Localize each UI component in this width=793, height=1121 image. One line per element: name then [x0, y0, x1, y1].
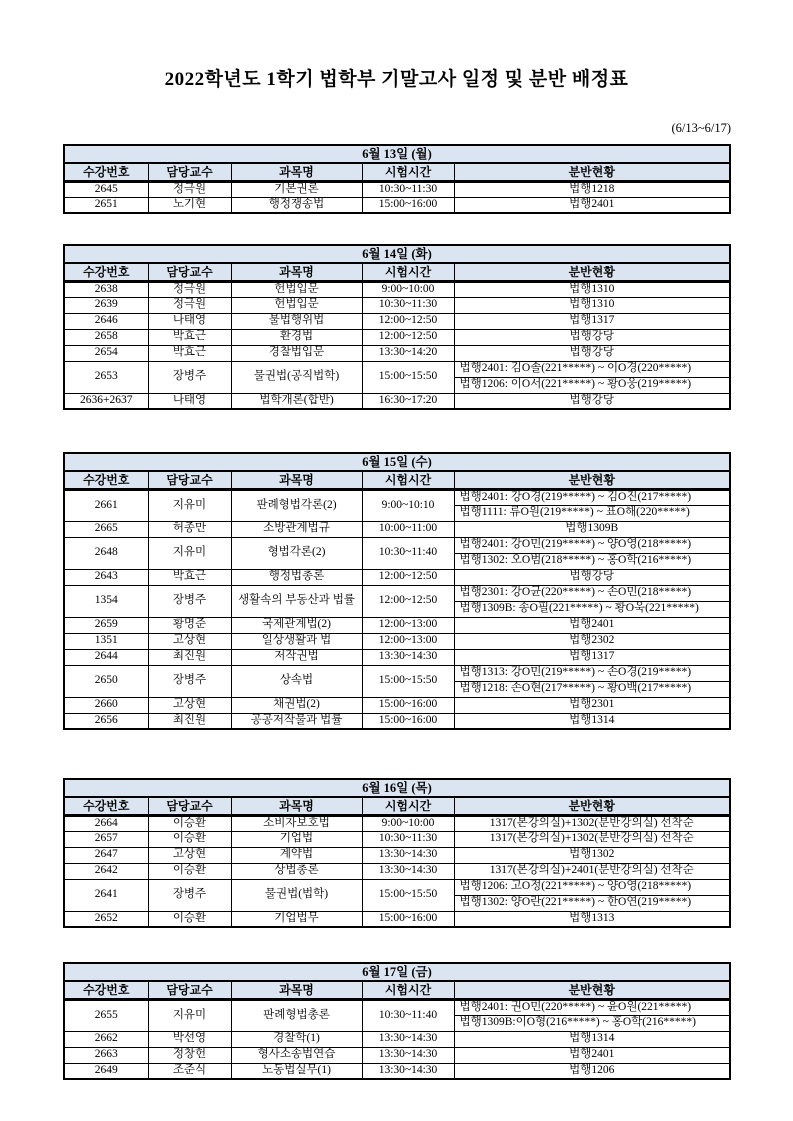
course-code-cell: 2654: [64, 345, 148, 361]
subject-cell: 상법총론: [231, 863, 362, 879]
professor-cell: 박선영: [148, 1031, 231, 1047]
table-row: [64, 999, 730, 1015]
professor-cell: 장병주: [148, 361, 231, 393]
column-header-cell: 시험시간: [362, 981, 454, 999]
professor-cell: 박효근: [148, 345, 231, 361]
table-row: [64, 1031, 730, 1047]
column-header-cell: 시험시간: [362, 163, 454, 181]
exam-time-cell: 15:00~15:50: [362, 665, 454, 697]
table-row: [64, 879, 730, 895]
section-cell: 법행강당: [454, 329, 730, 345]
professor-cell: 황명준: [148, 617, 231, 633]
section-cell: 법행1206: 이O서(221*****) ~ 황O웅(219*****): [454, 377, 730, 393]
date-range: (6/13~6/17): [671, 121, 731, 135]
column-header-cell: 수강번호: [64, 797, 148, 815]
course-code-cell: 2638: [64, 281, 148, 297]
table-row: [64, 537, 730, 553]
course-code-cell: 2641: [64, 879, 148, 911]
table-row: [64, 569, 730, 585]
course-code-cell: 2642: [64, 863, 148, 879]
section-cell: 법행1310: [454, 281, 730, 297]
course-code-cell: 2661: [64, 489, 148, 521]
section-cell: 법행1309B: 송O필(221*****) ~ 황O욱(221*****): [454, 601, 730, 617]
subject-cell: 헌법입문: [231, 281, 362, 297]
subject-cell: 공공저작물과 법률: [231, 713, 362, 729]
exam-table: [63, 778, 731, 928]
subject-cell: 노동법실무(1): [231, 1063, 362, 1079]
section-cell: 1317(본강의실)+1302(분반강의실) 선착순: [454, 831, 730, 847]
exam-table: [63, 962, 731, 1080]
table-row: [64, 297, 730, 313]
professor-cell: 지유미: [148, 489, 231, 521]
course-code-cell: 2663: [64, 1047, 148, 1063]
table-row: [64, 181, 730, 197]
subject-cell: 일상생활과 법: [231, 633, 362, 649]
subject-cell: 기업법무: [231, 911, 362, 927]
exam-time-cell: 13:30~14:30: [362, 863, 454, 879]
table-row: [64, 585, 730, 601]
section-cell: 법행1218: [454, 181, 730, 197]
column-header-cell: 분반현황: [454, 471, 730, 489]
table-row: [64, 617, 730, 633]
exam-time-cell: 12:00~12:50: [362, 313, 454, 329]
table-row: [64, 345, 730, 361]
subject-cell: 계약법: [231, 847, 362, 863]
professor-cell: 나태영: [148, 313, 231, 329]
column-header-cell: 분반현황: [454, 797, 730, 815]
exam-time-cell: 9:00~10:00: [362, 281, 454, 297]
table-row: [64, 489, 730, 505]
exam-time-cell: 16:30~17:20: [362, 393, 454, 409]
section-cell: 법행강당: [454, 569, 730, 585]
date-header-cell: 6월 17일 (금): [64, 963, 730, 981]
exam-time-cell: 13:30~14:30: [362, 649, 454, 665]
section-cell: 법행1309B:이O형(216*****) ~ 홍O학(216*****): [454, 1015, 730, 1031]
table-row: [64, 197, 730, 213]
column-header-cell: 과목명: [231, 471, 362, 489]
section-cell: 법행1313: [454, 911, 730, 927]
exam-time-cell: 10:00~11:00: [362, 521, 454, 537]
table-row: [64, 1047, 730, 1063]
exam-time-cell: 12:00~12:50: [362, 585, 454, 617]
section-cell: 법행2301: [454, 697, 730, 713]
table-row: [64, 329, 730, 345]
section-cell: 법행1111: 류O원(219*****) ~ 표O해(220*****): [454, 505, 730, 521]
table-row: [64, 281, 730, 297]
section-cell: 1317(본강의실)+2401(분반강의실) 선착순: [454, 863, 730, 879]
subject-cell: 형사소송법연습: [231, 1047, 362, 1063]
section-cell: 법행2401: [454, 1047, 730, 1063]
column-header-row: [64, 981, 730, 999]
subject-cell: 경찰법입문: [231, 345, 362, 361]
professor-cell: 노기현: [148, 197, 231, 213]
column-header-cell: 수강번호: [64, 163, 148, 181]
course-code-cell: 2650: [64, 665, 148, 697]
subject-cell: 행정쟁송법: [231, 197, 362, 213]
section-cell: 법행2401: 강O민(219*****) ~ 양O영(218*****): [454, 537, 730, 553]
table-row: [64, 697, 730, 713]
date-header-cell: 6월 16일 (목): [64, 779, 730, 797]
professor-cell: 이승환: [148, 863, 231, 879]
section-cell: 법행1310: [454, 297, 730, 313]
exam-time-cell: 13:30~14:30: [362, 847, 454, 863]
section-cell: 1317(본강의실)+1302(분반강의실) 선착순: [454, 815, 730, 831]
date-header-cell: 6월 15일 (수): [64, 453, 730, 471]
professor-cell: 최진원: [148, 649, 231, 665]
professor-cell: 허종만: [148, 521, 231, 537]
course-code-cell: 2644: [64, 649, 148, 665]
date-header-cell: 6월 13일 (월): [64, 145, 730, 163]
professor-cell: 장병주: [148, 879, 231, 911]
table-row: [64, 393, 730, 409]
date-header-row: [64, 245, 730, 263]
table-row: [64, 847, 730, 863]
professor-cell: 이승환: [148, 911, 231, 927]
column-header-row: [64, 163, 730, 181]
professor-cell: 지유미: [148, 537, 231, 569]
professor-cell: 장병주: [148, 665, 231, 697]
section-cell: 법행2401: 강O경(219*****) ~ 김O진(217*****): [454, 489, 730, 505]
professor-cell: 장병주: [148, 585, 231, 617]
professor-cell: 이승환: [148, 815, 231, 831]
section-cell: 법행1206: 고O정(221*****) ~ 양O영(218*****): [454, 879, 730, 895]
subject-cell: 소비자보호법: [231, 815, 362, 831]
date-header-cell: 6월 14일 (화): [64, 245, 730, 263]
section-cell: 법행2401: 김O솔(221*****) ~ 이O경(220*****): [454, 361, 730, 377]
date-header-row: [64, 145, 730, 163]
course-code-cell: 2660: [64, 697, 148, 713]
course-code-cell: 2659: [64, 617, 148, 633]
column-header-cell: 과목명: [231, 163, 362, 181]
professor-cell: 나태영: [148, 393, 231, 409]
section-cell: 법행1302: 오O범(218*****) ~ 홍O학(216*****): [454, 553, 730, 569]
exam-time-cell: 15:00~16:00: [362, 697, 454, 713]
professor-cell: 조준식: [148, 1063, 231, 1079]
table-row: [64, 863, 730, 879]
exam-time-cell: 10:30~11:30: [362, 831, 454, 847]
date-header-row: [64, 963, 730, 981]
exam-time-cell: 13:30~14:20: [362, 345, 454, 361]
column-header-cell: 시험시간: [362, 471, 454, 489]
table-row: [64, 313, 730, 329]
subject-cell: 불법행위법: [231, 313, 362, 329]
course-code-cell: 2656: [64, 713, 148, 729]
subject-cell: 국제관계법(2): [231, 617, 362, 633]
subject-cell: 채권법(2): [231, 697, 362, 713]
exam-time-cell: 10:30~11:30: [362, 297, 454, 313]
exam-time-cell: 10:30~11:40: [362, 999, 454, 1031]
subject-cell: 상속법: [231, 665, 362, 697]
table-row: [64, 815, 730, 831]
exam-time-cell: 12:00~13:00: [362, 617, 454, 633]
exam-time-cell: 15:00~16:00: [362, 197, 454, 213]
course-code-cell: 2651: [64, 197, 148, 213]
column-header-cell: 분반현황: [454, 263, 730, 281]
course-code-cell: 2646: [64, 313, 148, 329]
exam-time-cell: 12:00~12:50: [362, 569, 454, 585]
professor-cell: 정창헌: [148, 1047, 231, 1063]
exam-time-cell: 10:30~11:30: [362, 181, 454, 197]
section-cell: 법행2401: 권O민(220*****) ~ 윤O원(221*****): [454, 999, 730, 1015]
column-header-cell: 분반현황: [454, 163, 730, 181]
exam-time-cell: 9:00~10:10: [362, 489, 454, 521]
course-code-cell: 2649: [64, 1063, 148, 1079]
section-cell: 법행강당: [454, 345, 730, 361]
section-cell: 법행2401: [454, 617, 730, 633]
professor-cell: 고상현: [148, 633, 231, 649]
exam-time-cell: 15:00~16:00: [362, 713, 454, 729]
column-header-cell: 담당교수: [148, 981, 231, 999]
section-cell: 법행1302: 양O란(221*****) ~ 한O연(219*****): [454, 895, 730, 911]
subject-cell: 물권법(공직법학): [231, 361, 362, 393]
professor-cell: 지유미: [148, 999, 231, 1031]
subject-cell: 소방관계법규: [231, 521, 362, 537]
course-code-cell: 2657: [64, 831, 148, 847]
exam-time-cell: 10:30~11:40: [362, 537, 454, 569]
subject-cell: 판례형법각론(2): [231, 489, 362, 521]
subject-cell: 판례형법총론: [231, 999, 362, 1031]
subject-cell: 기업법: [231, 831, 362, 847]
professor-cell: 고상현: [148, 697, 231, 713]
exam-table: [63, 244, 731, 410]
exam-time-cell: 15:00~15:50: [362, 361, 454, 393]
exam-time-cell: 12:00~12:50: [362, 329, 454, 345]
table-row: [64, 831, 730, 847]
table-row: [64, 911, 730, 927]
course-code-cell: 2645: [64, 181, 148, 197]
subject-cell: 법학개론(합반): [231, 393, 362, 409]
section-cell: 법행강당: [454, 393, 730, 409]
table-row: [64, 1063, 730, 1079]
exam-time-cell: 12:00~13:00: [362, 633, 454, 649]
subject-cell: 환경법: [231, 329, 362, 345]
exam-table: [63, 452, 731, 730]
section-cell: 법행1313: 강O민(219*****) ~ 손O경(219*****): [454, 665, 730, 681]
column-header-cell: 과목명: [231, 981, 362, 999]
section-cell: 법행1314: [454, 1031, 730, 1047]
section-cell: 법행1317: [454, 649, 730, 665]
exam-time-cell: 13:30~14:30: [362, 1047, 454, 1063]
professor-cell: 고상현: [148, 847, 231, 863]
date-header-row: [64, 779, 730, 797]
professor-cell: 정극원: [148, 297, 231, 313]
column-header-cell: 수강번호: [64, 263, 148, 281]
course-code-cell: 1351: [64, 633, 148, 649]
course-code-cell: 1354: [64, 585, 148, 617]
professor-cell: 이승환: [148, 831, 231, 847]
column-header-cell: 담당교수: [148, 163, 231, 181]
course-code-cell: 2647: [64, 847, 148, 863]
subject-cell: 헌법입문: [231, 297, 362, 313]
course-code-cell: 2665: [64, 521, 148, 537]
course-code-cell: 2652: [64, 911, 148, 927]
section-cell: 법행1314: [454, 713, 730, 729]
column-header-cell: 수강번호: [64, 471, 148, 489]
course-code-cell: 2648: [64, 537, 148, 569]
section-cell: 법행2401: [454, 197, 730, 213]
course-code-cell: 2658: [64, 329, 148, 345]
exam-time-cell: 15:00~16:00: [362, 911, 454, 927]
table-row: [64, 633, 730, 649]
column-header-cell: 과목명: [231, 797, 362, 815]
professor-cell: 박효근: [148, 569, 231, 585]
exam-table: [63, 144, 731, 214]
subject-cell: 행정법총론: [231, 569, 362, 585]
column-header-cell: 담당교수: [148, 797, 231, 815]
column-header-cell: 수강번호: [64, 981, 148, 999]
course-code-cell: 2639: [64, 297, 148, 313]
table-row: [64, 713, 730, 729]
column-header-cell: 시험시간: [362, 263, 454, 281]
course-code-cell: 2636+2637: [64, 393, 148, 409]
column-header-cell: 과목명: [231, 263, 362, 281]
subject-cell: 경찰학(1): [231, 1031, 362, 1047]
professor-cell: 정극원: [148, 181, 231, 197]
column-header-cell: 담당교수: [148, 263, 231, 281]
table-row: [64, 521, 730, 537]
course-code-cell: 2655: [64, 999, 148, 1031]
subject-cell: 물권법(법학): [231, 879, 362, 911]
exam-time-cell: 9:00~10:00: [362, 815, 454, 831]
section-cell: 법행1218: 손O현(217*****) ~ 황O백(217*****): [454, 681, 730, 697]
course-code-cell: 2643: [64, 569, 148, 585]
column-header-cell: 시험시간: [362, 797, 454, 815]
course-code-cell: 2664: [64, 815, 148, 831]
section-cell: 법행1302: [454, 847, 730, 863]
subject-cell: 형법각론(2): [231, 537, 362, 569]
column-header-cell: 담당교수: [148, 471, 231, 489]
section-cell: 법행2301: 강O균(220*****) ~ 손O민(218*****): [454, 585, 730, 601]
table-row: [64, 361, 730, 377]
section-cell: 법행1309B: [454, 521, 730, 537]
section-cell: 법행1317: [454, 313, 730, 329]
subject-cell: 저작권법: [231, 649, 362, 665]
exam-time-cell: 13:30~14:30: [362, 1031, 454, 1047]
page-title: 2022학년도 1학기 법학부 기말고사 일정 및 분반 배정표: [164, 69, 629, 90]
exam-time-cell: 15:00~15:50: [362, 879, 454, 911]
course-code-cell: 2662: [64, 1031, 148, 1047]
table-row: [64, 649, 730, 665]
column-header-row: [64, 797, 730, 815]
section-cell: 법행2302: [454, 633, 730, 649]
tables: [63, 144, 731, 1080]
date-header-row: [64, 453, 730, 471]
professor-cell: 최진원: [148, 713, 231, 729]
exam-time-cell: 13:30~14:30: [362, 1063, 454, 1079]
column-header-row: [64, 471, 730, 489]
professor-cell: 박효근: [148, 329, 231, 345]
column-header-row: [64, 263, 730, 281]
section-cell: 법행1206: [454, 1063, 730, 1079]
column-header-cell: 분반현황: [454, 981, 730, 999]
professor-cell: 정극원: [148, 281, 231, 297]
subject-cell: 기본권론: [231, 181, 362, 197]
course-code-cell: 2653: [64, 361, 148, 393]
subject-cell: 생활속의 부동산과 법률: [231, 585, 362, 617]
table-row: [64, 665, 730, 681]
